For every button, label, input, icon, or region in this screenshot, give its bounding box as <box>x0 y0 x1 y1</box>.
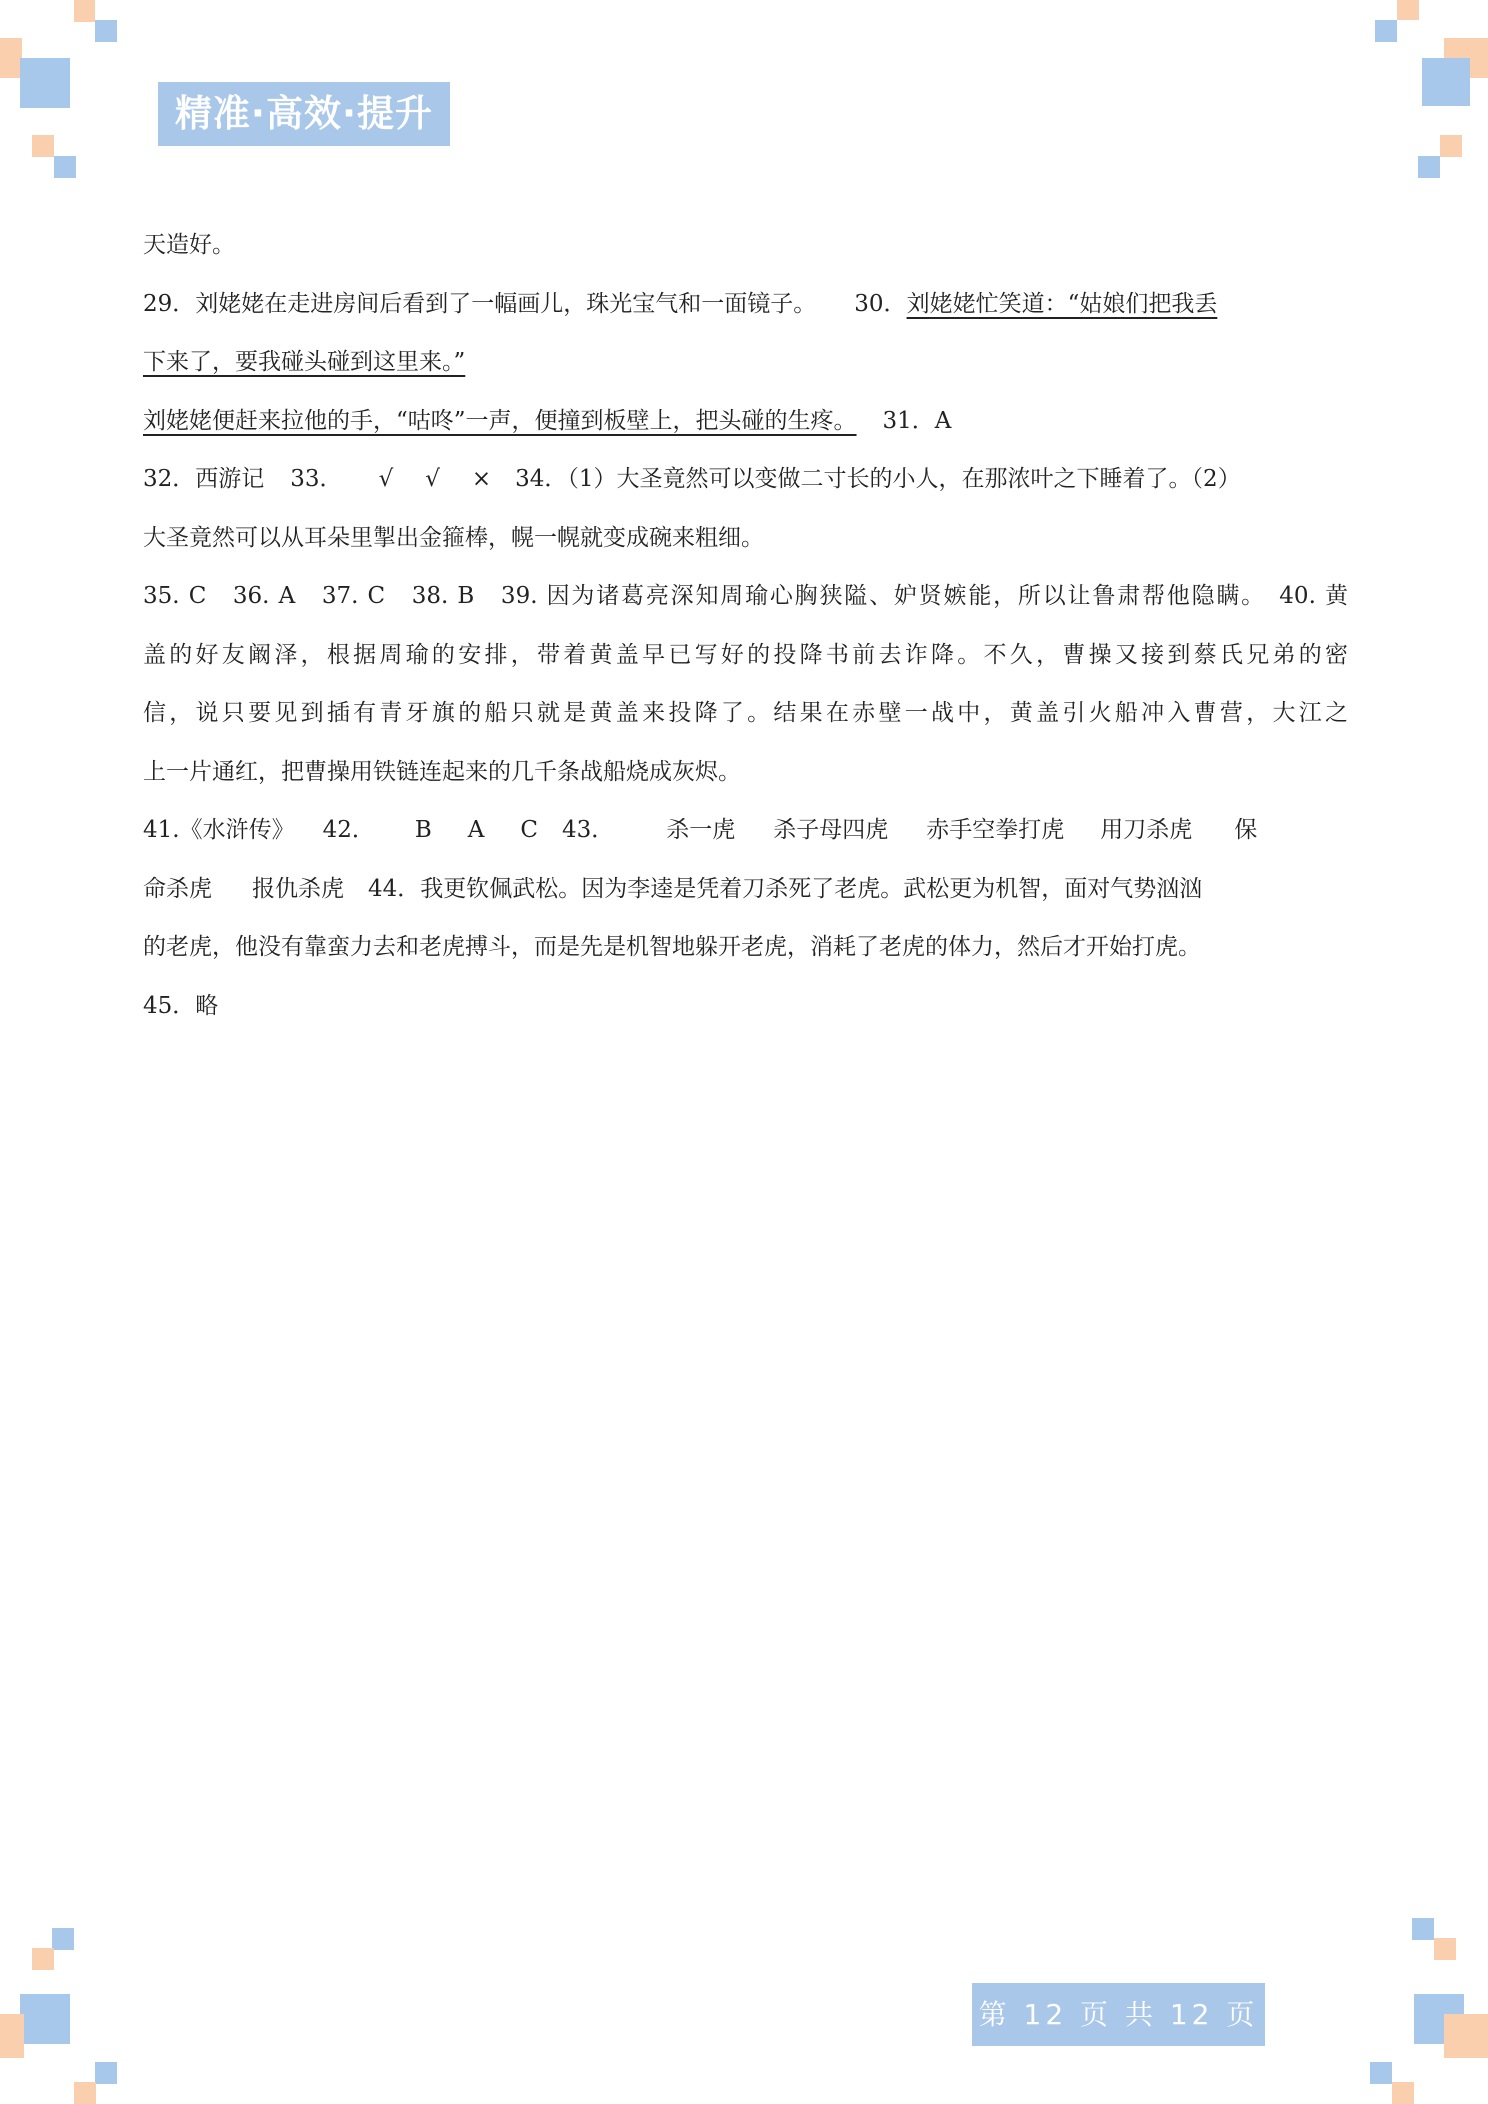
answer-43-item: 保 <box>1234 817 1258 843</box>
answer-line-43-44 <box>143 860 1348 919</box>
answer-40-c: 信，说只要见到插有青牙旗的船只就是黄盖来投降了。结果在赤壁一战中，黄盖引火船冲入曹营，大江之 <box>143 700 1348 726</box>
answer-33-mark: √ <box>425 466 440 492</box>
answer-42-mark: C <box>520 817 538 843</box>
answer-34-b: 大圣竟然可以从耳朵里掣出金箍棒，幌一幌就变成碗来粗细。 <box>143 524 764 551</box>
answer-line-32-34 <box>143 450 1348 509</box>
answer-32: 32．西游记 <box>143 466 265 492</box>
answer-42-mark: B <box>414 817 432 843</box>
answer-line-35-40: 35. C 36. A 37. C 38. B 39. 因为诸葛亮深知周瑜心胸狭隘、妒贤嫉能，所以让鲁肃帮他隐瞒。 40. 黄 <box>143 583 1348 609</box>
answer-line <box>143 333 1348 392</box>
answer-31: 31．A <box>882 407 952 434</box>
answer-43-item: 杀子母四虎 <box>773 817 889 843</box>
answer-40-d: 上一片通红，把曹操用铁链连起来的几千条战船烧成灰烬。 <box>143 758 741 785</box>
answer-30-quote-a: 刘姥姥忙笑道：“姑娘们把我丢 <box>906 290 1218 317</box>
page-number: 第 12 页 共 12 页 <box>972 1983 1265 2046</box>
answer-line-29-30 <box>143 275 1348 334</box>
answer-41: 41.《水浒传》 <box>143 817 295 843</box>
answer-44-b: 的老虎，他没有靠蛮力去和老虎搏斗，而是先是机智地躲开老虎，消耗了老虎的体力，然后才开始打虎。 <box>143 934 1201 960</box>
header-banner: 精准·高效·提升 <box>158 82 450 146</box>
answer-line <box>143 509 1348 568</box>
answer-43-item: 赤手空拳打虎 <box>926 817 1065 843</box>
answer-33-mark: × <box>471 466 492 492</box>
answer-43-item: 报仇杀虎 <box>252 875 344 902</box>
answer-43-item: 杀一虎 <box>666 817 736 843</box>
answer-30-quote-b: 下来了，要我碰头碰到这里来。” <box>143 349 466 375</box>
answer-line-41-43 <box>143 801 1348 860</box>
answer-45: 45．略 <box>143 992 219 1019</box>
answer-content <box>143 216 1348 1035</box>
answer-44-a: 44．我更钦佩武松。因为李逵是凭着刀杀死了老虎。武松更为机智，面对气势汹汹 <box>368 875 1203 902</box>
answer-30-number: 30． <box>854 290 907 317</box>
answer-34-a: 34．（1）大圣竟然可以变做二寸长的小人，在那浓叶之下睡着了。（2） <box>515 466 1241 492</box>
answer-43-number: 43． <box>562 817 615 843</box>
answer-33-mark: √ <box>378 466 394 492</box>
answer-30-quote-c: 刘姥姥便赶来拉他的手，“咕咚”一声，便撞到板壁上，把头碰的生疼。 <box>143 407 857 434</box>
answer-line: 天造好。 <box>143 232 235 258</box>
answer-29: 29．刘姥姥在走进房间后看到了一幅画儿，珠光宝气和一面镜子。 <box>143 290 817 317</box>
answer-33-number: 33． <box>290 466 343 492</box>
answer-43-item: 命杀虎 <box>143 875 212 902</box>
answer-43-item: 用刀杀虎 <box>1100 817 1193 843</box>
answer-line <box>143 392 1348 451</box>
answer-42-number: 42． <box>322 817 375 843</box>
answer-42-mark: A <box>467 817 485 843</box>
answer-40-b: 盖的好友阚泽，根据周瑜的安排，带着黄盖早已写好的投降书前去诈降。不久，曹操又接到蔡氏兄弟的密 <box>143 641 1348 668</box>
